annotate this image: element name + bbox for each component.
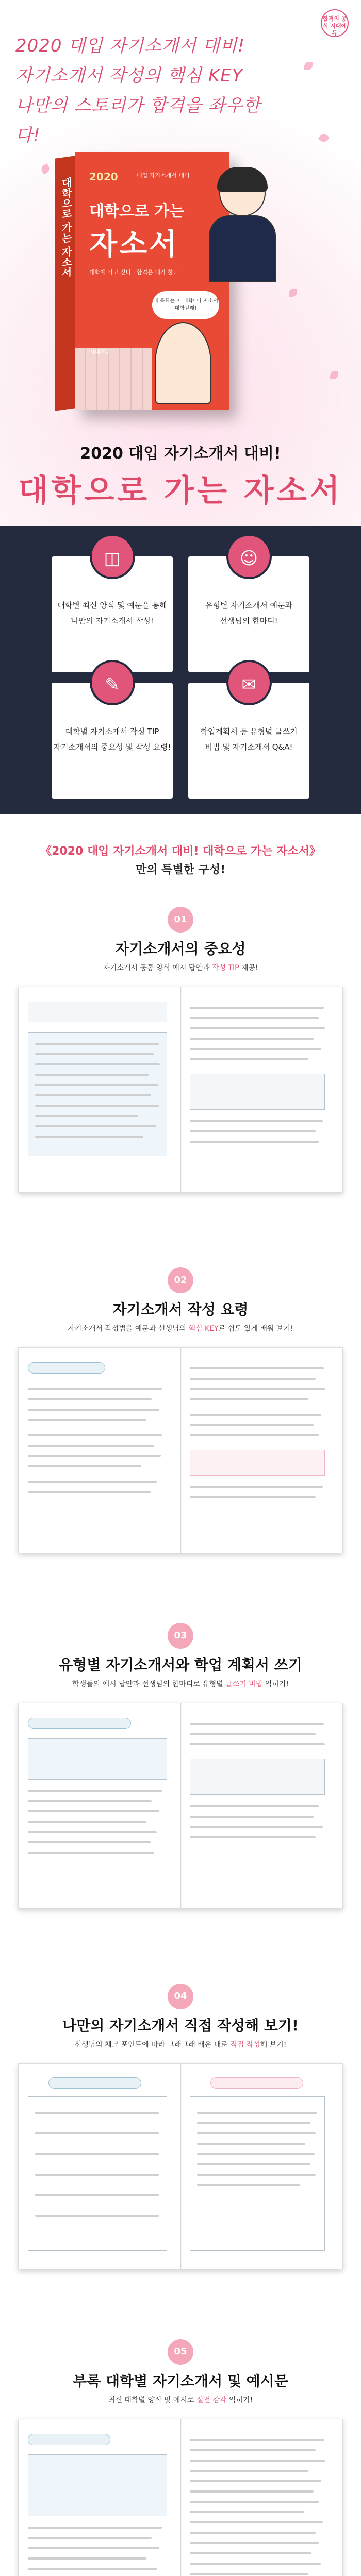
headline-line: 나만의 스토리가 합격을 좌우한다!	[15, 95, 261, 146]
headline-line: 자기소개서 작성의 핵심 KEY	[15, 65, 243, 86]
book-title-line2: 자소서	[89, 228, 179, 261]
brand-badge: 합격의 공식 시대에듀	[321, 9, 349, 37]
section-title: 자기소개서 작성 요령	[112, 1301, 249, 1318]
section-03	[0, 1613, 361, 1973]
section-number-badge: 01	[168, 907, 193, 933]
feature-band	[0, 526, 361, 814]
book-building-illustration	[75, 348, 152, 410]
section-description: 자기소개서 공통 양식 예시 답안과 작성 TIP 제공!	[103, 964, 258, 972]
section-04	[0, 1973, 361, 2334]
section-description: 최신 대학별 양식 및 예시로 실전 감각 익히기!	[108, 2396, 253, 2404]
section-title: 나만의 자기소개서 직접 작성해 보기!	[62, 2017, 299, 2034]
feature-card	[52, 548, 173, 672]
book-spine-title: 대학으로 가는 자소서	[60, 177, 72, 279]
composition-heading	[0, 842, 361, 879]
section-number-badge: 02	[168, 1267, 193, 1293]
feature-text: 비법 및 자기소개서 Q&A!	[205, 742, 293, 752]
student-character-illustration	[209, 170, 276, 283]
sample-page-spread	[18, 1347, 343, 1553]
section-number-badge: 05	[168, 2339, 193, 2365]
feature-text: 나만의 자기소개서 작성!	[71, 616, 154, 625]
book-speech-bubble: 내 목표는 이 대학! 나 자소서 대학갈래!	[152, 291, 219, 319]
feature-card	[52, 674, 173, 799]
qa-icon: ✉	[226, 660, 272, 705]
book-publisher: 시대에듀	[89, 349, 111, 355]
hero-subheading: 2020 대입 자기소개서 대비!	[80, 445, 281, 463]
book-subtitle: 대학에 가고 싶다 · 합격은 내가 한다	[89, 269, 179, 276]
feature-text: 자기소개서의 중요성 및 작성 요령!	[53, 742, 171, 752]
section-title: 유형별 자기소개서와 학업 계획서 쓰기	[59, 1656, 302, 1673]
composition-subtitle: 만의 특별한 구성!	[135, 863, 226, 876]
petal-decoration	[304, 62, 313, 70]
feature-card	[188, 674, 309, 799]
feature-card	[188, 548, 309, 672]
book-title-line1: 대학으로 가는	[89, 202, 185, 221]
petal-decoration	[40, 163, 51, 175]
petal-decoration	[318, 132, 330, 144]
teacher-icon: ☺	[226, 534, 272, 579]
section-description: 선생님의 체크 포인트에 따라 그래그래 배운 대로 직접 작성해 보기!	[74, 2041, 287, 2049]
book-year: 2020	[89, 171, 118, 183]
feature-text: 대학별 자기소개서 작성 TIP	[65, 727, 159, 736]
section-01	[0, 896, 361, 1257]
book-small-text: 대입 자기소개서 대비	[137, 172, 190, 179]
sample-page-spread	[18, 1703, 343, 1909]
sample-page-spread	[18, 2419, 343, 2576]
section-description: 학생들의 예시 답안과 선생님의 한마디로 유형별 글쓰기 비법 익히기!	[72, 1680, 289, 1688]
book-spine	[55, 156, 75, 411]
book-cover	[60, 152, 229, 410]
section-02	[0, 1257, 361, 1613]
petal-decoration	[330, 371, 338, 379]
section-title: 부록 대학별 자기소개서 및 예시문	[73, 2372, 288, 2389]
section-description: 자기소개서 작성법을 예문과 선생님의 핵심 KEY로 쉽도 있게 배워 보기!	[68, 1325, 293, 1333]
feature-text: 학업계획서 등 유형별 글쓰기	[200, 727, 298, 736]
book-icon: ◫	[90, 534, 135, 579]
lightbulb-icon: ✎	[90, 660, 135, 705]
feature-text: 유형별 자기소개서 예문과	[205, 601, 292, 610]
section-number-badge: 04	[168, 1984, 193, 2009]
section-number-badge: 03	[168, 1623, 193, 1649]
hero-headline	[15, 31, 284, 150]
sample-page-spread	[18, 2063, 343, 2269]
petal-decoration	[289, 289, 297, 297]
composition-book-title: 《2020 대입 자기소개서 대비! 대학으로 가는 자소서》	[40, 845, 321, 858]
hero-big-title: 대학으로 가는 자소서	[18, 473, 343, 509]
section-05	[0, 2329, 361, 2576]
section-title: 자기소개서의 중요성	[115, 940, 246, 957]
book-character-illustration	[155, 322, 211, 404]
sample-page-spread	[18, 987, 343, 1193]
feature-text: 대학별 최신 양식 및 예문을 통해	[57, 601, 167, 610]
headline-line: 2020 대입 자기소개서 대비!	[15, 36, 245, 56]
feature-text: 선생님의 한마디!	[220, 616, 278, 625]
